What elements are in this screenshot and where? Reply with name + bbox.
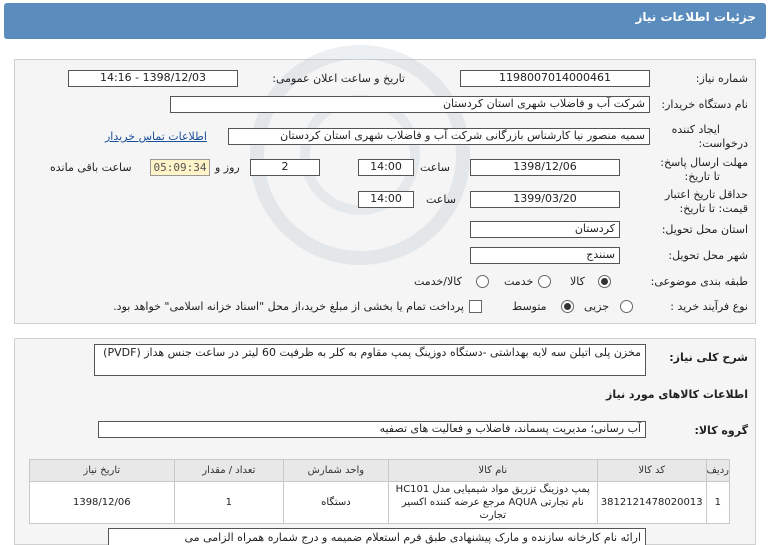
buyer-field: شرکت آب و فاضلاب شهری استان کردستان	[170, 96, 650, 113]
treasury-payment-note: پرداخت تمام یا بخشی از مبلغ خرید،از محل "اسناد خزانه اسلامی" خواهد بود.	[113, 300, 464, 313]
deadline-time-field: 14:00	[358, 159, 414, 176]
remaining-time-label: ساعت باقی مانده	[50, 161, 132, 174]
validity-label-line2: قیمت: تا تاریخ:	[679, 202, 748, 215]
announce-date-field: 1398/12/03 - 14:16	[68, 70, 238, 87]
col-unit: واحد شمارش	[284, 460, 389, 482]
goods-group-field: آب رسانی؛ مدیریت پسماند، فاضلاب و فعالیت های تصفیه	[98, 421, 646, 438]
category-option-service: خدمت	[504, 275, 534, 288]
category-radio-goods[interactable]	[598, 275, 611, 288]
col-row: ردیف	[706, 460, 729, 482]
cell-name: پمپ دوزینگ تزریق مواد شیمیایی مدل HC101 نام تجارتی AQUA مرجع عرضه کننده اکسیر تجارت	[388, 482, 597, 524]
cell-code: 3812121478020013	[597, 482, 706, 524]
goods-table-header-row	[30, 460, 730, 482]
process-radio-minor[interactable]	[620, 300, 633, 313]
goods-group-label: گروه کالا:	[694, 424, 748, 437]
buyer-notes-field: ارائه نام کارخانه سازنده و مارک پیشنهادی طبق فرم استعلام ضمیمه و درج شماره همراه الزامی می	[108, 528, 646, 545]
announce-date-label: تاریخ و ساعت اعلان عمومی:	[272, 72, 405, 85]
cell-row: 1	[706, 482, 729, 524]
deadline-label-line1: مهلت ارسال پاسخ:	[660, 156, 748, 169]
buyer-contact-link[interactable]: اطلاعات تماس خریدار	[105, 130, 207, 143]
validity-date-field: 1399/03/20	[470, 191, 620, 208]
col-quantity: تعداد / مقدار	[174, 460, 284, 482]
category-label: طبقه بندی موضوعی:	[650, 275, 748, 288]
remaining-time-field: 05:09:34	[150, 159, 210, 176]
need-number-field: 1198007014000461	[460, 70, 650, 87]
deadline-date-field: 1398/12/06	[470, 159, 620, 176]
days-label: روز و	[215, 161, 240, 174]
col-code: کد کالا	[597, 460, 706, 482]
creator-label-line2: درخواست:	[698, 137, 748, 150]
validity-time-field: 14:00	[358, 191, 414, 208]
category-option-goods-service: کالا/خدمت	[414, 275, 462, 288]
goods-table	[29, 459, 730, 524]
category-option-goods: کالا	[570, 275, 585, 288]
province-field: کردستان	[470, 221, 620, 238]
process-radio-medium[interactable]	[561, 300, 574, 313]
city-field: سنندج	[470, 247, 620, 264]
cell-quantity: 1	[174, 482, 284, 524]
category-radio-goods-service[interactable]	[476, 275, 489, 288]
col-name: نام کالا	[388, 460, 597, 482]
process-option-minor: جزیی	[584, 300, 610, 313]
treasury-payment-checkbox[interactable]	[469, 300, 482, 313]
city-label: شهر محل تحویل:	[668, 249, 748, 262]
validity-hour-label: ساعت	[426, 193, 456, 206]
table-row	[30, 482, 730, 524]
province-label: استان محل تحویل:	[661, 223, 748, 236]
process-option-medium: متوسط	[512, 300, 547, 313]
category-radio-service[interactable]	[538, 275, 551, 288]
remaining-days-field: 2	[250, 159, 320, 176]
goods-section-title: اطلاعات کالاهای مورد نیاز	[606, 388, 748, 401]
deadline-hour-label: ساعت	[420, 161, 450, 174]
validity-label-line1: حداقل تاریخ اعتبار	[664, 188, 748, 201]
creator-field: سمیه منصور نیا کارشناس بازرگانی شرکت آب و فاضلاب شهری استان کردستان	[228, 128, 650, 145]
cell-date: 1398/12/06	[30, 482, 175, 524]
description-field: مخزن پلی اتیلن سه لایه بهداشتی -دستگاه دوزینگ پمپ مقاوم به کلر به ظرفیت 60 لیتر در ساعت جنس هداز (PVDF)	[94, 344, 646, 376]
cell-unit: دستگاه	[284, 482, 389, 524]
need-number-label: شماره نیاز:	[695, 72, 748, 85]
col-date: تاریخ نیاز	[30, 460, 175, 482]
process-label: نوع فرآیند خرید :	[670, 300, 748, 313]
deadline-label-line2: تا تاریخ:	[684, 170, 720, 183]
description-label: شرح کلی نیاز:	[669, 351, 748, 364]
buyer-label: نام دستگاه خریدار:	[661, 98, 748, 111]
creator-label-line1: ایجاد کننده	[671, 123, 720, 136]
page-title: جزئیات اطلاعات نیاز	[635, 10, 756, 24]
